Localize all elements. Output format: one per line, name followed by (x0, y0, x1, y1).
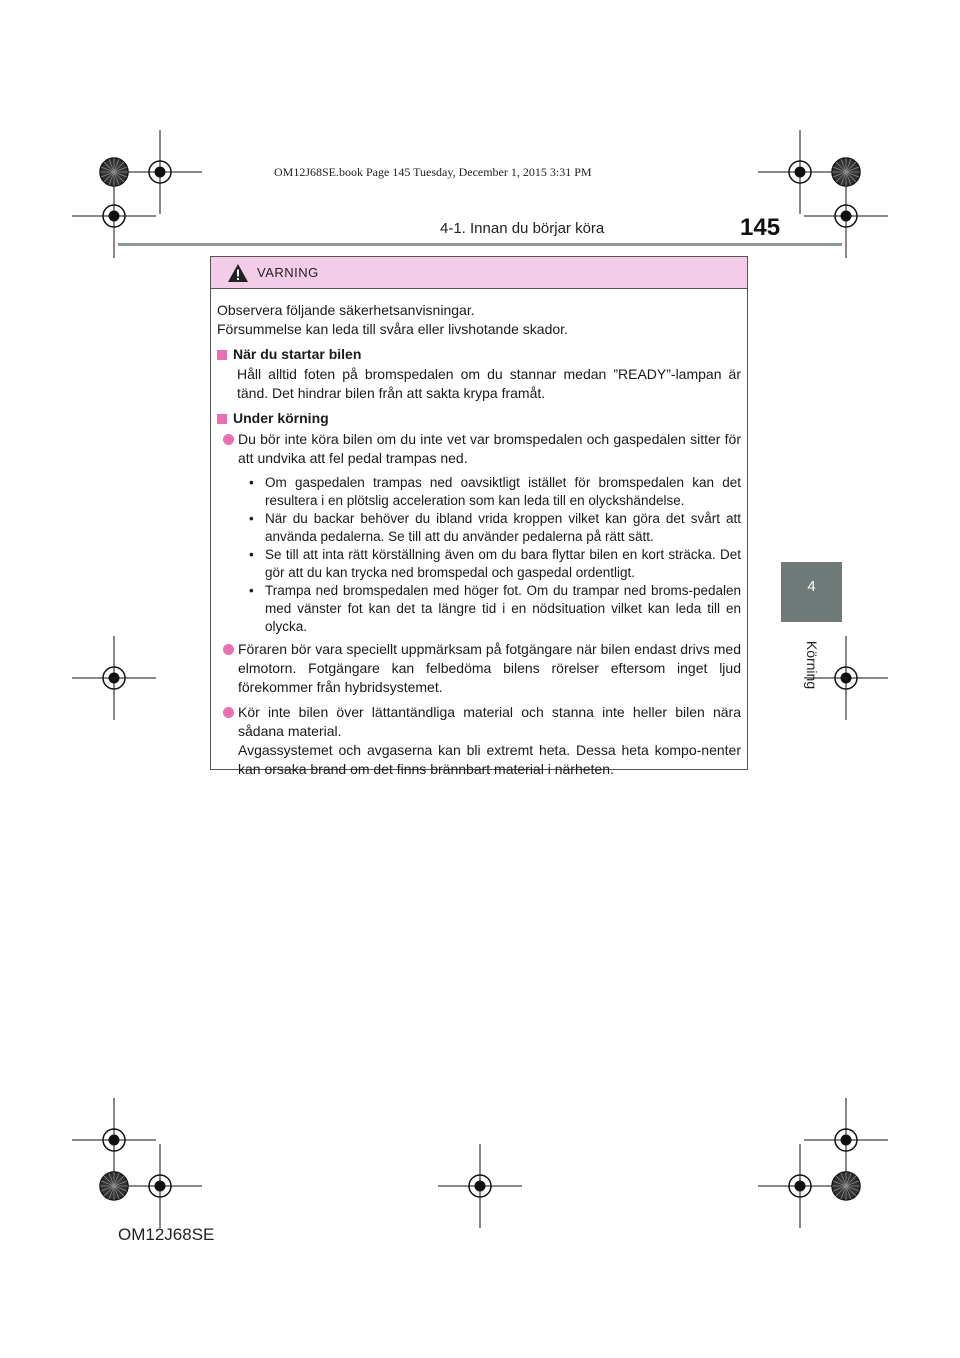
sub-bullet-mark: • (249, 547, 254, 562)
sub-list-item (249, 546, 741, 582)
warning-intro (217, 301, 741, 339)
warning-title: VARNING (257, 265, 319, 280)
warning-body (211, 289, 747, 779)
sub-text: Se till att inta rätt körställning även om du bara flyttar bilen en kort sträcka. Det gör att du kan trycka ned bromspedal och gaspedal ordentligt. (265, 547, 741, 580)
section-title: 4-1. Innan du börjar köra (440, 220, 605, 237)
page-number: 145 (740, 214, 781, 241)
section-driving (217, 409, 741, 779)
starburst-mark-icon (832, 1172, 860, 1200)
square-bullet-icon (217, 414, 227, 424)
bullet-line: Kör inte bilen över lättantändliga material och stanna inte heller bilen nära sådana material. (238, 704, 741, 739)
circle-bullet-icon (223, 707, 234, 718)
square-bullet-icon (217, 350, 227, 360)
crosshair-mark-icon (438, 1144, 522, 1228)
sub-text: Om gaspedalen trampas ned oavsiktligt istället för bromspedalen kan det resultera i en plötslig acceleration som kan leda till en olyckshändelse. (265, 475, 741, 508)
intro-line: Försummelse kan leda till svåra eller livshotande skador. (217, 321, 568, 337)
sub-bullet-mark: • (249, 475, 254, 490)
bullet-line: Avgassystemet och avgaserna kan bli extremt heta. Dessa heta kompo-nenter kan orsaka brand om det finns brännbart material i närheten. (238, 742, 741, 777)
sub-list (249, 474, 741, 636)
section-heading (217, 409, 741, 428)
bullet-text: Du bör inte köra bilen om du inte vet var bromspedalen och gaspedalen sitter för att undvika att fel pedal trampas ned. (238, 431, 741, 466)
warning-triangle-icon (227, 263, 249, 283)
circle-bullet-icon (223, 644, 234, 655)
chapter-number: 4 (807, 578, 816, 595)
section-text: Håll alltid foten på bromspedalen om du stannar medan ”READY”-lampan är tänd. Det hindrar bilen från att sakta krypa framåt. (237, 366, 741, 401)
crosshair-mark-icon (118, 130, 202, 214)
circle-bullet-icon (223, 434, 234, 445)
list-item (223, 430, 741, 468)
crosshair-mark-icon (804, 1098, 888, 1182)
starburst-mark-icon (100, 1172, 128, 1200)
bullet-text: Föraren bör vara speciellt uppmärksam på fotgängare när bilen endast drivs med elmotorn. Fotgängare kan felbedöma bilens rörelser eftersom inget ljud förekommer från hybridsystemet. (238, 641, 741, 695)
sub-list-item (249, 510, 741, 546)
document-code: OM12J68SE (118, 1225, 215, 1244)
crosshair-mark-icon (72, 636, 156, 720)
sub-list-item (249, 582, 741, 636)
crosshair-mark-icon (72, 1098, 156, 1182)
starburst-mark-icon (100, 158, 128, 186)
section-heading-text: Under körning (233, 410, 329, 426)
list-item (223, 640, 741, 697)
crosshair-mark-icon (758, 1144, 842, 1228)
book-info: OM12J68SE.book Page 145 Tuesday, December 1, 2015 3:31 PM (270, 165, 596, 180)
sub-text: Trampa ned bromspedalen med höger fot. Om du trampar ned broms-pedalen med vänster fot kan det ta längre tid i en nödsituation vilket kan leda till en olycka. (265, 583, 741, 634)
starburst-mark-icon (832, 158, 860, 186)
sub-text: När du backar behöver du ibland vrida kroppen vilket kan göra det svårt att använda pedalerna. Se till att du använder pedalerna på rätt sätt. (265, 511, 741, 544)
warning-box (210, 256, 748, 777)
sub-bullet-mark: • (249, 511, 254, 526)
intro-line: Observera följande säkerhetsanvisningar. (217, 302, 475, 318)
crosshair-mark-icon (758, 130, 842, 214)
sub-bullet-mark: • (249, 583, 254, 598)
section-starting (217, 345, 741, 403)
header-divider (118, 243, 842, 246)
list-item (223, 703, 741, 779)
section-heading-text: När du startar bilen (233, 346, 362, 362)
crosshair-mark-icon (118, 1144, 202, 1228)
section-heading (217, 345, 741, 364)
chapter-title: Körning (804, 640, 820, 690)
sub-list-item (249, 474, 741, 510)
warning-header (211, 257, 747, 289)
bullet-text (238, 703, 741, 779)
